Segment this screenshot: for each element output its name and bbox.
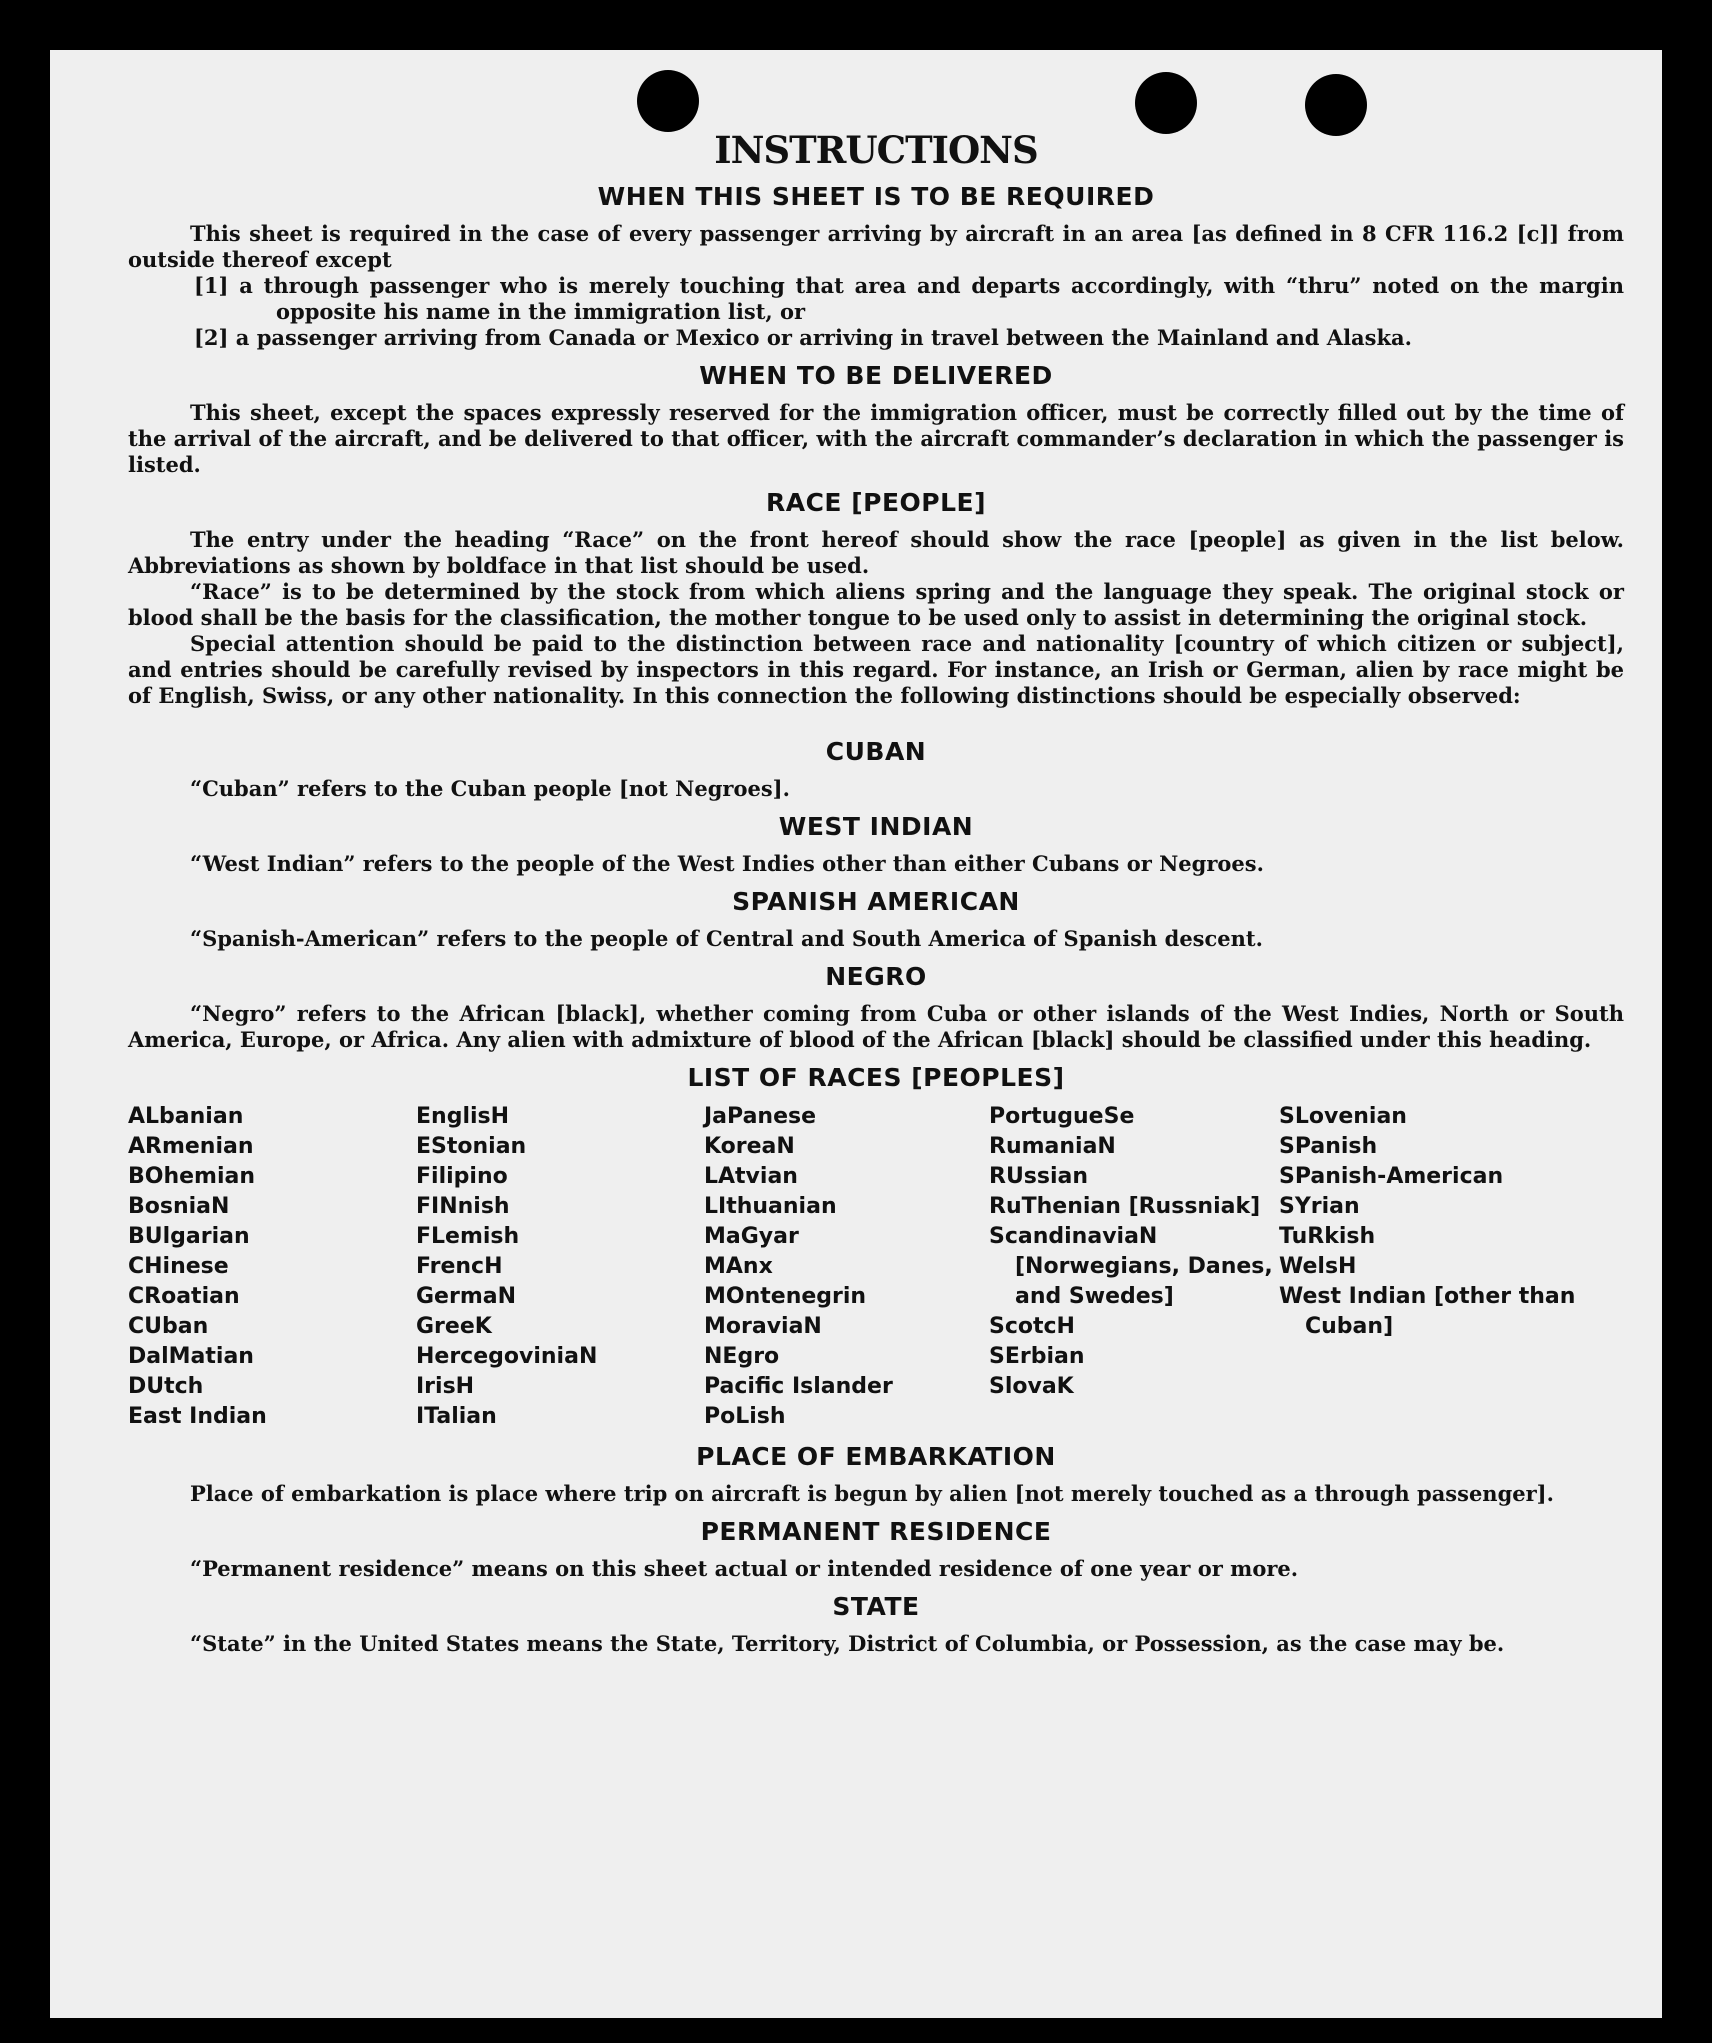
race-item: EStonian bbox=[416, 1134, 527, 1159]
exception-item-1: [1] a through passenger who is merely touching that area and departs accordingly, with “thru” noted on the margin opposite his name in the immigration list, or bbox=[194, 273, 1624, 324]
race-item: RuThenian [Russniak] bbox=[989, 1194, 1261, 1219]
race-item: EnglisH bbox=[416, 1104, 510, 1129]
race-item: CRoatian bbox=[128, 1284, 240, 1309]
race-item: SPanish-American bbox=[1279, 1164, 1504, 1189]
race-item: RumaniaN bbox=[989, 1134, 1116, 1159]
embarkation-text: Place of embarkation is place where trip on aircraft is begun by alien [not merely touched as a through passenger]. bbox=[190, 1481, 1554, 1506]
instructions-content bbox=[128, 128, 1624, 1657]
race-item: SErbian bbox=[989, 1344, 1085, 1369]
race-item: LAtvian bbox=[704, 1164, 798, 1189]
race-item: Filipino bbox=[416, 1164, 508, 1189]
race-item: East Indian bbox=[128, 1404, 267, 1429]
race-paragraph-3: Special attention should be paid to the distinction between race and nationality [country of which citizen or subject], and entries should be carefully revised by inspectors in this regard. For instance, an Irish or German, alien by race might be of English, Swiss, or any other nationality. In this connection the following distinctions should be especially observed: bbox=[128, 631, 1624, 708]
race-item: ScandinaviaN [Norwegians, Danes, and Swedes] bbox=[989, 1224, 1273, 1309]
races-column-4 bbox=[989, 1102, 1279, 1432]
race-item: PoLish bbox=[704, 1404, 786, 1429]
race-item: BUlgarian bbox=[128, 1224, 250, 1249]
race-item: MOntenegrin bbox=[704, 1284, 867, 1309]
heading-state: STATE bbox=[832, 1592, 920, 1621]
page-title: INSTRUCTIONS bbox=[714, 128, 1038, 172]
heading-race: RACE [PEOPLE] bbox=[765, 488, 987, 517]
punch-hole bbox=[637, 70, 699, 132]
west-indian-text: “West Indian” refers to the people of the West Indies other than either Cubans or Negroes. bbox=[190, 851, 1264, 876]
heading-permanent-residence: PERMANENT RESIDENCE bbox=[700, 1517, 1052, 1546]
race-item: FLemish bbox=[416, 1224, 520, 1249]
delivered-text: This sheet, except the spaces expressly reserved for the immigration officer, must be correctly filled out by the time of the arrival of the aircraft, and be delivered to that officer, with the aircraft commander’s declaration in which the passenger is listed. bbox=[128, 400, 1624, 477]
race-item: RUssian bbox=[989, 1164, 1089, 1189]
spanish-american-text: “Spanish-American” refers to the people of Central and South America of Spanish descent. bbox=[190, 926, 1263, 951]
race-item: PortugueSe bbox=[989, 1104, 1135, 1129]
race-item: DUtch bbox=[128, 1374, 204, 1399]
cuban-text: “Cuban” refers to the Cuban people [not Negroes]. bbox=[190, 776, 790, 801]
race-item: GermaN bbox=[416, 1284, 517, 1309]
race-item: SYrian bbox=[1279, 1194, 1360, 1219]
heading-cuban: CUBAN bbox=[825, 737, 927, 766]
races-column-5 bbox=[1279, 1102, 1579, 1432]
race-item: FINnish bbox=[416, 1194, 510, 1219]
races-column-1 bbox=[128, 1102, 416, 1432]
race-item: West Indian [other than Cuban] bbox=[1279, 1284, 1576, 1339]
state-text: “State” in the United States means the State, Territory, District of Columbia, or Possession, as the case may be. bbox=[190, 1631, 1505, 1656]
race-item: Pacific Islander bbox=[704, 1374, 893, 1399]
race-item: ITalian bbox=[416, 1404, 497, 1429]
race-paragraph-1: The entry under the heading “Race” on the front hereof should show the race [people] as given in the list below. Abbreviations as shown by boldface in that list should be used. bbox=[128, 527, 1624, 578]
races-column-2 bbox=[416, 1102, 704, 1432]
race-item: ScotcH bbox=[989, 1314, 1075, 1339]
race-item: CUban bbox=[128, 1314, 209, 1339]
race-item: MaGyar bbox=[704, 1224, 799, 1249]
race-item: CHinese bbox=[128, 1254, 229, 1279]
race-item: JaPanese bbox=[704, 1104, 817, 1129]
race-item: SPanish bbox=[1279, 1134, 1378, 1159]
race-item: ALbanian bbox=[128, 1104, 244, 1129]
race-item: NEgro bbox=[704, 1344, 780, 1369]
race-item: LIthuanian bbox=[704, 1194, 837, 1219]
race-item: BOhemian bbox=[128, 1164, 256, 1189]
race-item: GreeK bbox=[416, 1314, 492, 1339]
race-paragraph-2: “Race” is to be determined by the stock from which aliens spring and the language they speak. The original stock or blood shall be the basis for the classification, the mother tongue to be used only to assist in determining the original stock. bbox=[128, 579, 1624, 630]
heading-embarkation: PLACE OF EMBARKATION bbox=[696, 1442, 1056, 1471]
race-item: IrisH bbox=[416, 1374, 475, 1399]
heading-negro: NEGRO bbox=[825, 962, 927, 991]
document-sheet bbox=[50, 50, 1662, 2018]
race-item: TuRkish bbox=[1279, 1224, 1376, 1249]
heading-required: WHEN THIS SHEET IS TO BE REQUIRED bbox=[597, 182, 1155, 211]
punch-hole bbox=[1135, 72, 1197, 134]
race-item: SlovaK bbox=[989, 1374, 1074, 1399]
punch-hole bbox=[1305, 74, 1367, 136]
race-item: DalMatian bbox=[128, 1344, 254, 1369]
race-item: MAnx bbox=[704, 1254, 773, 1279]
race-item: WelsH bbox=[1279, 1254, 1357, 1279]
race-item: KoreaN bbox=[704, 1134, 795, 1159]
heading-spanish-american: SPANISH AMERICAN bbox=[732, 887, 1020, 916]
exception-item-2: [2] a passenger arriving from Canada or Mexico or arriving in travel between the Mainland and Alaska. bbox=[194, 325, 1412, 350]
race-item: BosniaN bbox=[128, 1194, 230, 1219]
races-list bbox=[128, 1102, 1624, 1432]
negro-text: “Negro” refers to the African [black], whether coming from Cuba or other islands of the West Indies, North or South America, Europe, or Africa. Any alien with admixture of blood of the African [black] should be classified under this heading. bbox=[128, 1001, 1624, 1052]
required-intro: This sheet is required in the case of every passenger arriving by aircraft in an area [as defined in 8 CFR 116.2 [c]] from outside thereof except bbox=[128, 221, 1624, 272]
race-item: HercegoviniaN bbox=[416, 1344, 598, 1369]
heading-list-of-races: LIST OF RACES [PEOPLES] bbox=[687, 1063, 1065, 1092]
race-item: FrencH bbox=[416, 1254, 503, 1279]
races-column-3 bbox=[704, 1102, 989, 1432]
residence-text: “Permanent residence” means on this sheet actual or intended residence of one year or more. bbox=[190, 1556, 1299, 1581]
race-item: MoraviaN bbox=[704, 1314, 822, 1339]
heading-delivered: WHEN TO BE DELIVERED bbox=[699, 361, 1053, 390]
heading-west-indian: WEST INDIAN bbox=[778, 812, 974, 841]
race-item: SLovenian bbox=[1279, 1104, 1407, 1129]
race-item: ARmenian bbox=[128, 1134, 254, 1159]
